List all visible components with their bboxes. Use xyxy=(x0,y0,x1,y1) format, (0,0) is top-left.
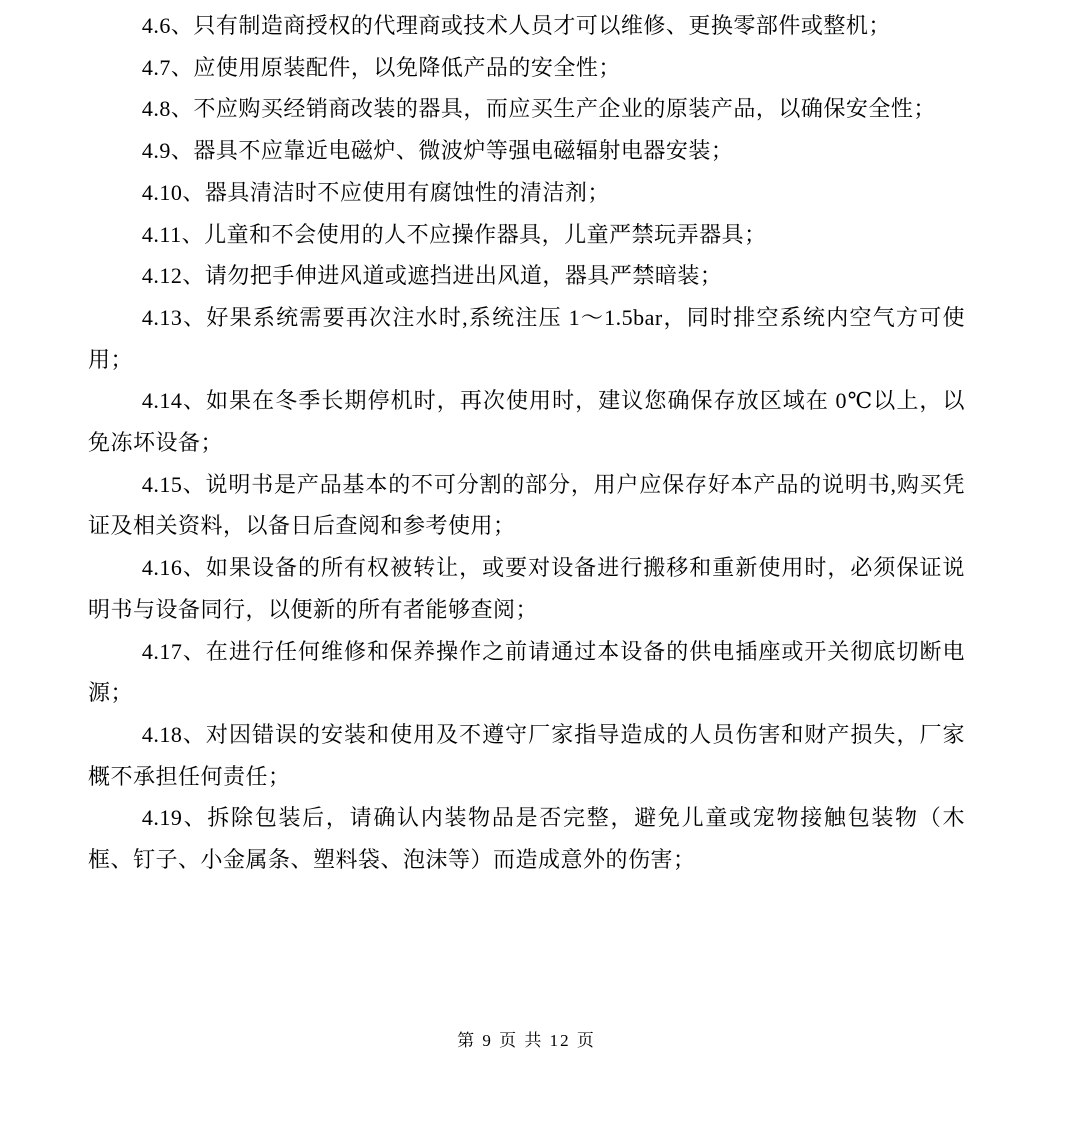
manual-item-4-8: 4.8、不应购买经销商改装的器具，而应买生产企业的原装产品，以确保安全性； xyxy=(141,96,936,122)
manual-item-4-14: 4.14、如果在冬季长期停机时，再次使用时，建议您确保存放区域在 0℃以上，以免冻坏设备； xyxy=(88,388,965,456)
manual-item-4-16: 4.16、如果设备的所有权被转让，或要对设备进行搬移和重新使用时，必须保证说明书与设备同行，以便新的所有者能够查阅； xyxy=(88,555,965,622)
manual-item-4-7: 4.7、应使用原装配件，以免降低产品的安全性； xyxy=(141,54,621,80)
manual-item-4-9: 4.9、器具不应靠近电磁炉、微波炉等强电磁辐射电器安装； xyxy=(141,138,734,164)
manual-item-4-17: 4.17、在进行任何维修和保养操作之前请通过本设备的供电插座或开关彻底切断电源； xyxy=(88,638,965,706)
manual-item-4-12: 4.12、请勿把手伸进风道或遮挡进出风道，器具严禁暗装； xyxy=(141,263,723,289)
manual-item-4-10: 4.10、器具清洁时不应使用有腐蚀性的清洁剂； xyxy=(141,179,610,205)
manual-item-4-15: 4.15、说明书是产品基本的不可分割的部分，用户应保存好本产品的说明书,购买凭证及相关资料，以备日后查阅和参考使用； xyxy=(88,471,965,539)
manual-item-4-18: 4.18、对因错误的安装和使用及不遵守厂家指导造成的人员伤害和财产损失，厂家概不承担任何责任； xyxy=(88,721,965,789)
manual-item-4-11: 4.11、儿童和不会使用的人不应操作器具，儿童严禁玩弄器具； xyxy=(141,221,767,247)
page-number-footer: 第 9 页 共 12 页 xyxy=(457,1031,596,1050)
manual-item-4-6: 4.6、只有制造商授权的代理商或技术人员才可以维修、更换零部件或整机； xyxy=(141,13,891,38)
manual-item-4-19: 4.19、拆除包装后，请确认内装物品是否完整，避免儿童或宠物接触包装物（木框、钉子、小金属条、塑料袋、泡沫等）而造成意外的伤害； xyxy=(88,805,965,873)
manual-body xyxy=(88,5,965,881)
manual-item-4-13: 4.13、好果系统需要再次注水时,系统注压 1～1.5bar，同时排空系统内空气方可使用； xyxy=(88,304,965,372)
